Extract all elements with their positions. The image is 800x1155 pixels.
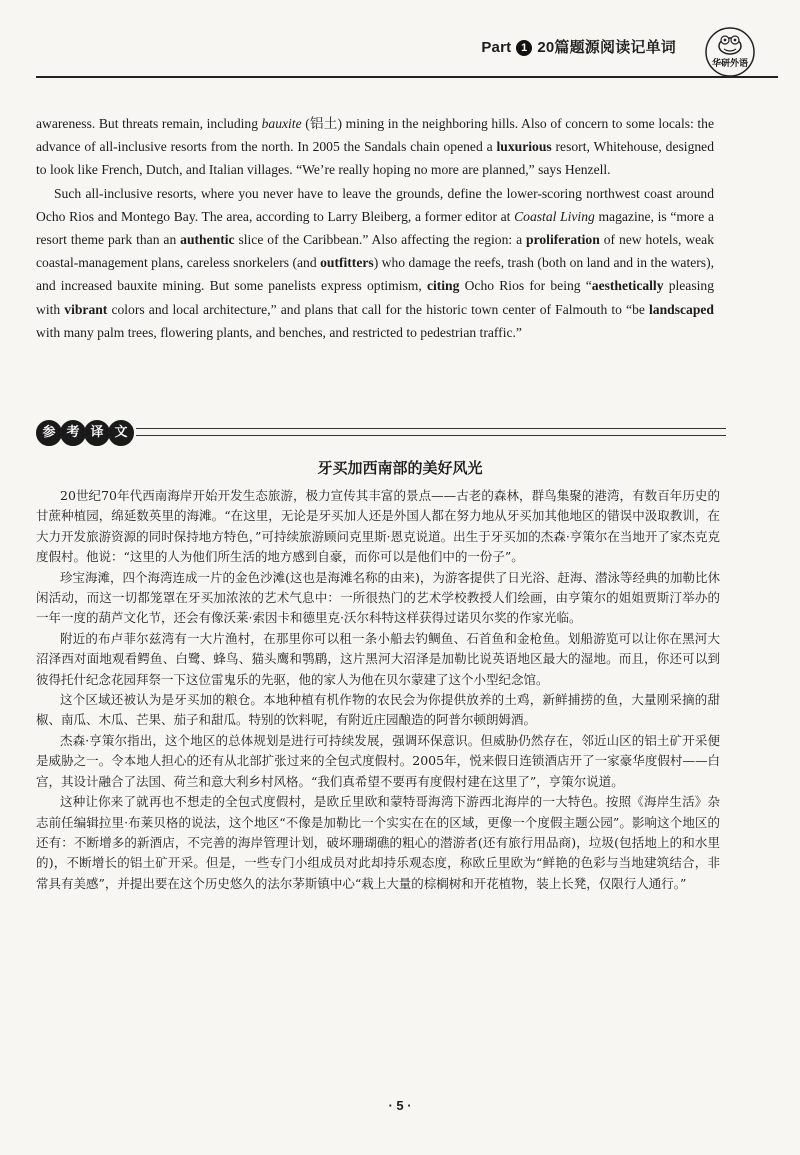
heading-char: 文 bbox=[108, 420, 134, 446]
book-title: 20篇题源阅读记单词 bbox=[537, 39, 676, 56]
text-run: resort, Whitehouse, designed to look like French, Dutch, and Italian villages. “We’re really hoping no more are planned,” says Henzell. bbox=[36, 139, 714, 178]
translation-paragraph: 这个区域还被认为是牙买加的粮仓。本地种植有机作物的农民会为你提供放养的土鸡，新鲜捕捞的鱼，大量刚采摘的甜椒、南瓜、木瓜、芒果、茄子和甜瓜。特别的饮料呢，有附近庄园酿造的阿普尔顿朗姆酒。 bbox=[36, 692, 720, 728]
heading-char: 参 bbox=[36, 420, 62, 446]
text-run: of new hotels, weak coastal-management plans, careless snorkelers (and bbox=[36, 232, 714, 271]
italic-term: Coastal Living bbox=[514, 208, 595, 224]
italic-term: bauxite bbox=[261, 116, 302, 131]
text-run: awareness. But threats remain, including bbox=[36, 116, 262, 131]
vocab-keyword: luxurious bbox=[496, 139, 552, 155]
text-run: Ocho Rios for being “ bbox=[459, 278, 592, 294]
english-passage bbox=[36, 112, 714, 344]
text-run: magazine, is “more a resort theme park than an bbox=[36, 208, 714, 248]
part-number-badge: 1 bbox=[516, 40, 532, 56]
vocab-keyword: aesthetically bbox=[591, 278, 664, 294]
page-header bbox=[20, 24, 780, 94]
text-run: Such all-inclusive resorts, where you never have to leave the grounds, define the lower-scoring northwest coast around Ocho Rios and Montego Bay. The area, according to Larry Bleiberg, a former editor at bbox=[36, 185, 714, 224]
text-run: pleasing with bbox=[36, 278, 714, 317]
text-run: colors and local architecture,” and plans that call for the historic town center of Falmouth to “be bbox=[107, 301, 650, 317]
heading-rule bbox=[136, 428, 726, 436]
page-number: · 5 · bbox=[388, 1098, 412, 1113]
text-run: (铝土) mining in the neighboring hills. Also of concern to some locals: the advance of all-inclusive resorts from the north. In 2005 the Sandals chain opened a bbox=[36, 116, 714, 155]
vocab-keyword: vibrant bbox=[64, 301, 108, 317]
reference-translation-heading bbox=[36, 418, 726, 448]
translation-paragraph: 附近的布卢菲尔兹湾有一大片渔村，在那里你可以租一条小船去钓鲷鱼、石首鱼和金枪鱼。划船游览可以让你在黑河大沼泽西对面地观看鳄鱼、白鹭、蜂鸟、猫头鹰和鹗鹛，这片黑河大沼泽是加勒比说英语地区最大的湿地。而且，你还可以到彼得托什纪念花园拜祭一下这位雷鬼乐的先驱，他的家人为他在贝尔蒙建了这个小型纪念馆。 bbox=[36, 630, 720, 687]
part-label: Part bbox=[481, 39, 512, 56]
header-title bbox=[481, 36, 676, 57]
text-run: slice of the Caribbean.” Also affecting the region: a bbox=[234, 232, 527, 248]
heading-char: 译 bbox=[84, 420, 110, 446]
text-run: with many palm trees, flowering plants, and benches, and restricted to pedestrian traffic.” bbox=[36, 324, 522, 340]
translation-title: 牙买加西南部的美好风光 bbox=[317, 459, 483, 477]
reference-heading-badges bbox=[36, 420, 132, 446]
chinese-translation bbox=[36, 486, 720, 894]
english-paragraph-2 bbox=[36, 182, 714, 344]
translation-paragraph: 珍宝海滩，四个海湾连成一片的金色沙滩(这也是海滩名称的由来)，为游客提供了日光浴、赶海、潜泳等经典的加勒比休闲活动，而这一切都笼罩在牙买加浓浓的艺术气息中：一所很热门的艺术学校教授人们绘画，由亨策尔的姐姐贾斯汀举办的一年一度的葫芦文化节，还会有像沃莱·索因卡和德里克·沃尔科特这样获得过诺贝尔奖的作家光临。 bbox=[36, 569, 720, 626]
vocab-keyword: proliferation bbox=[526, 232, 600, 248]
huayan-logo-icon bbox=[704, 26, 756, 78]
text-run: ) who damage the reefs, trash (both on land and in the waters), and increased bauxite mining. But some panelists express optimism, bbox=[36, 255, 715, 294]
translation-paragraph: 杰森·亨策尔指出，这个地区的总体规划是进行可持续发展，强调环保意识。但威胁仍然存在，邻近山区的铝土矿开采便是威胁之一。令本地人担心的还有从北部扩张过来的全包式度假村。2005年，悦来假日连锁酒店开了一家豪华度假村——白宫，其设计融合了法国、荷兰和意大利乡村风格。“我们真希望不要再有度假村建在这里了”，亨策尔说道。 bbox=[36, 732, 720, 789]
header-divider bbox=[36, 76, 778, 78]
vocab-keyword: landscaped bbox=[649, 301, 714, 317]
vocab-keyword: citing bbox=[426, 278, 460, 294]
logo-text: 华研外语 bbox=[711, 59, 749, 69]
translation-paragraph: 20世纪70年代西南海岸开始开发生态旅游，极力宣传其丰富的景点——古老的森林，群鸟集聚的港湾，有数百年历史的甘蔗种植园，绵延数英里的海滩。“在这里，无论是牙买加人还是外国人都在努力地从牙买加其他地区的错误中汲取教训，在大力开发旅游资源的同时保持地方特色，”可持续旅游顾问克里斯·恩克说道。出生于牙买加的杰森·亨策尔在当地开了家杰克克度假村。他说：“这里的人为他们所生活的地方感到自豪，而你可以是他们中的一份子”。 bbox=[36, 488, 720, 565]
translation-paragraph: 这种让你来了就再也不想走的全包式度假村，是欧丘里欧和蒙特哥海湾下游西北海岸的一大特色。按照《海岸生活》杂志前任编辑拉里·布莱贝格的说法，这个地区“不像是加勒比一个实实在在的区域，更像一个度假主题公园”。影响这个地区的还有：不断增多的新酒店，不完善的海岸管理计划，破坏珊瑚礁的粗心的潜游者(还有旅行用品商)，垃圾(包括地上的和水里的)，不断增长的铝土矿开采。但是，一些专门小组成员对此却持乐观态度，称欧丘里欧为“鲜艳的色彩与当地建筑结合，非常具有美感”，并提出要在这个历史悠久的法尔茅斯镇中心“栽上大量的棕榈树和开花植物，装上长凳，仅限行人通行。” bbox=[36, 794, 720, 891]
heading-char: 考 bbox=[60, 420, 86, 446]
vocab-keyword: authentic bbox=[180, 232, 235, 248]
english-paragraph-1 bbox=[36, 112, 714, 182]
vocab-keyword: outfitters bbox=[320, 255, 374, 271]
